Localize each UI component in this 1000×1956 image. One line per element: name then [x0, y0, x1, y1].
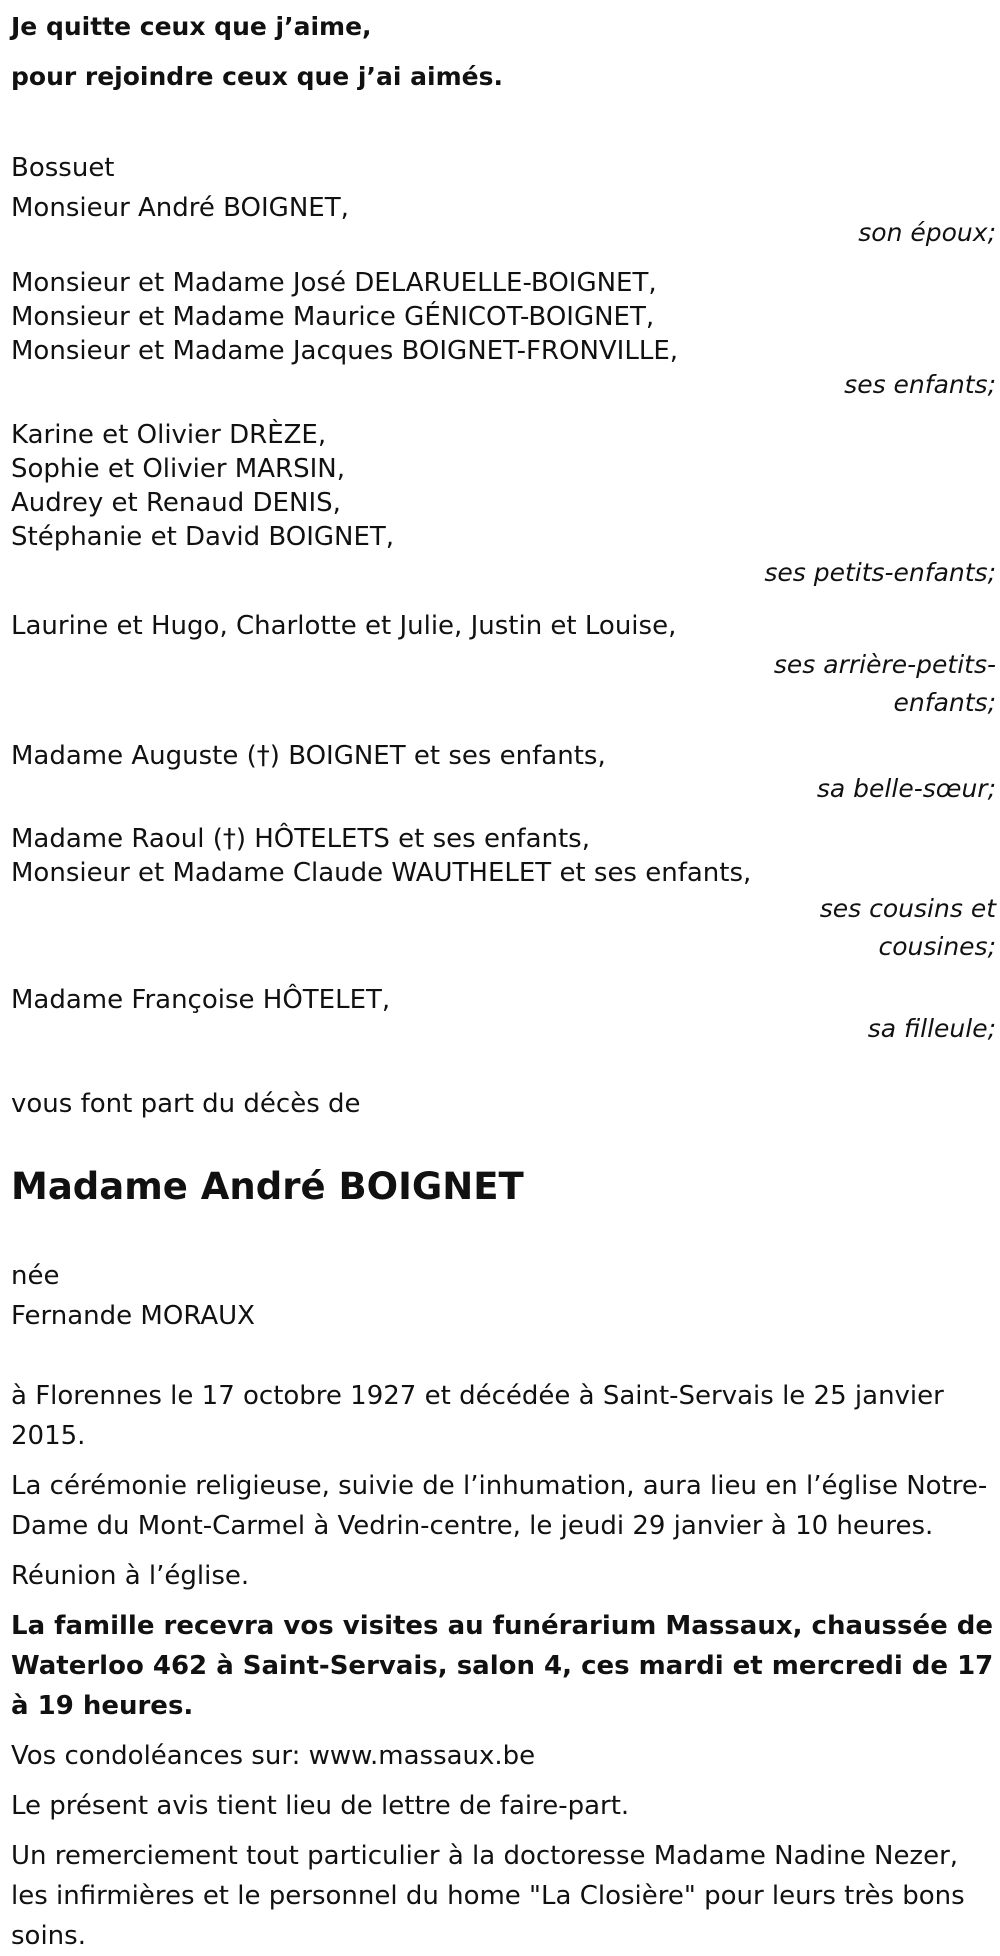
family-group-grandchildren [11, 418, 996, 592]
family-member: Sophie et Olivier MARSIN, [11, 454, 345, 484]
relation-label: son époux; [858, 218, 996, 247]
meeting-paragraph: Réunion à l’église. [11, 1561, 250, 1591]
dates-paragraph: à Florennes le 17 octobre 1927 et décédée à Saint-Servais le 25 janvier 2015. [11, 1381, 944, 1451]
family-group-sister-in-law [11, 736, 996, 808]
maiden-name: Fernande MORAUX [11, 1301, 255, 1331]
family-group-great-grandchildren [11, 606, 996, 722]
family-member: Audrey et Renaud DENIS, [11, 488, 341, 518]
family-member: Madame Françoise HÔTELET, [11, 985, 391, 1015]
condolences-paragraph: Vos condoléances sur: www.massaux.be [11, 1741, 536, 1771]
relation-label: sa belle-sœur; [816, 774, 996, 803]
family-member: Madame Auguste (†) BOIGNET et ses enfants, [11, 741, 606, 771]
family-member: Monsieur et Madame Claude WAUTHELET et ses enfants, [11, 858, 752, 888]
relation-label: sa filleule; [867, 1014, 996, 1043]
relation-label: ses arrière-petits-enfants; [773, 650, 996, 717]
family-member: Karine et Olivier DRÈZE, [11, 420, 327, 450]
visits-paragraph: La famille recevra vos visites au funérarium Massaux, chaussée de Waterloo 462 à Saint-Servais, salon 4, ces mardi et mercredi de 17 à 19 heures. [11, 1611, 994, 1721]
deceased-name: Madame André BOIGNET [11, 1165, 524, 1208]
family-member: Monsieur et Madame Maurice GÉNICOT-BOIGNET, [11, 302, 655, 332]
epitaph-line-2: pour rejoindre ceux que j’ai aimés. [11, 62, 503, 91]
family-member: Monsieur André BOIGNET, [11, 193, 349, 223]
relation-label: ses cousins et cousines; [819, 894, 996, 961]
announcement-text: vous font part du décès de [11, 1089, 361, 1119]
family-member: Laurine et Hugo, Charlotte et Julie, Justin et Louise, [11, 611, 677, 641]
relation-label: ses petits-enfants; [764, 558, 996, 587]
thanks-paragraph: Un remerciement tout particulier à la doctoresse Madame Nadine Nezer, les infirmières et le personnel du home "La Closière" pour leurs très bons soins. [11, 1841, 965, 1951]
family-member: Stéphanie et David BOIGNET, [11, 522, 395, 552]
location: Bossuet [11, 153, 115, 183]
epitaph-line-1: Je quitte ceux que j’aime, [11, 12, 372, 41]
family-member: Madame Raoul (†) HÔTELETS et ses enfants, [11, 824, 590, 854]
family-group-goddaughter [11, 980, 996, 1048]
epitaph [11, 0, 1000, 92]
ceremony-paragraph: La cérémonie religieuse, suivie de l’inhumation, aura lieu en l’église Notre-Dame du Mont-Carmel à Vedrin-centre, le jeudi 29 janvier à 10 heures. [11, 1471, 988, 1541]
family-group-children [11, 266, 996, 404]
relation-label: ses enfants; [844, 370, 996, 399]
family-group-spouse [11, 188, 996, 252]
family-member: Monsieur et Madame José DELARUELLE-BOIGNET, [11, 268, 657, 298]
birth-info [11, 1256, 1000, 1336]
family-member: Monsieur et Madame Jacques BOIGNET-FRONVILLE, [11, 336, 679, 366]
family-group-cousins [11, 822, 996, 966]
notice-paragraph: Le présent avis tient lieu de lettre de faire-part. [11, 1791, 630, 1821]
nee-label: née [11, 1261, 60, 1291]
